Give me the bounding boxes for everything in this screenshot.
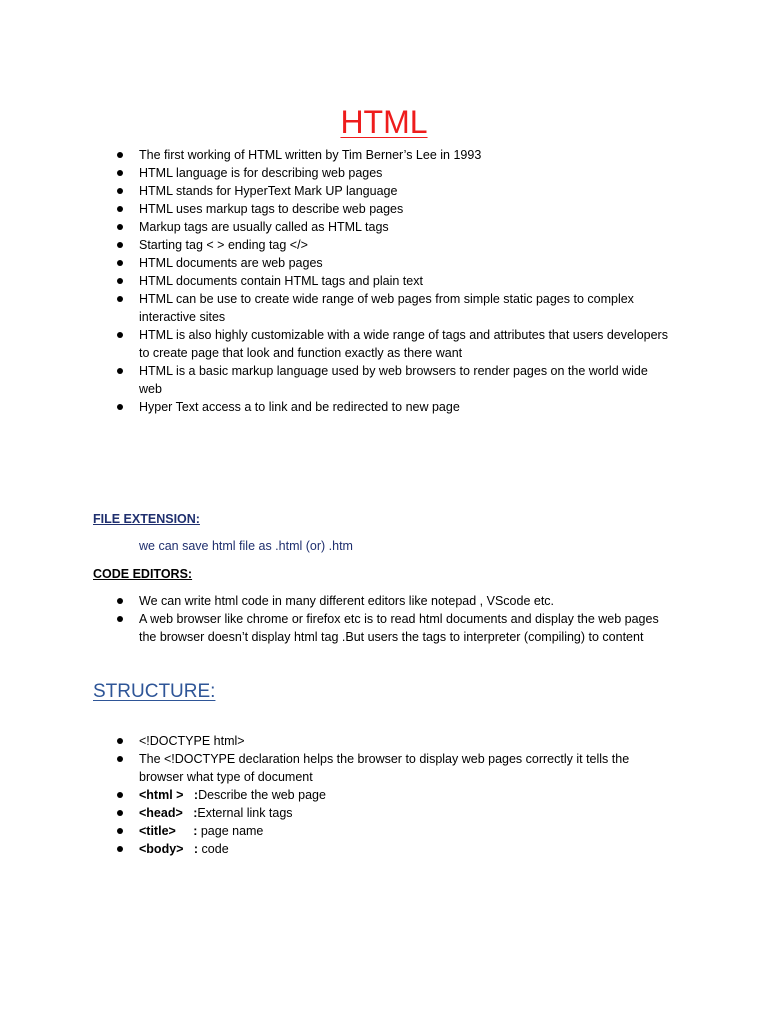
tag-separator: : [183,788,199,802]
bullet-icon [117,170,123,176]
tag-separator: : [182,806,198,820]
bullet-icon [117,598,123,604]
list-item-text: HTML is also highly customizable with a wide range of tags and attributes that users developers to create page that look and function exactly as there want [139,328,668,360]
list-item-text: The first working of HTML written by Tim Berner’s Lee in 1993 [139,148,482,162]
bullet-icon [117,242,123,248]
list-item [0,290,669,326]
bullet-icon [117,846,123,852]
intro-bullet-list [0,146,669,416]
list-item [0,840,669,858]
doctype-item-text: <!DOCTYPE html> [139,734,245,748]
list-item-text: A web browser like chrome or firefox etc is to read html documents and display the web pages the browser doesn’t display html tag .But users the tags to interpreter (compiling) to content [139,612,659,644]
list-item-text: HTML documents are web pages [139,256,323,270]
bullet-icon [117,616,123,622]
bullet-icon [117,404,123,410]
tag-separator: : [175,824,198,838]
tag-name: <head> [139,806,183,820]
code-editors-heading: CODE EDITORS: [93,567,193,581]
bullet-icon [117,152,123,158]
list-item-text: Starting tag < > ending tag </> [139,238,308,252]
bullet-icon [117,828,123,834]
tag-name: <body> [139,842,184,856]
list-item [0,398,669,416]
bullet-icon [117,332,123,338]
file-extension-text: we can save html file as .html (or) .htm [139,539,353,553]
list-item [0,146,669,164]
page-title: HTML [340,104,428,140]
tag-description: External link tags [197,806,293,820]
list-item [0,592,669,610]
bullet-icon [117,224,123,230]
bullet-icon [117,278,123,284]
bullet-icon [117,260,123,266]
structure-heading: STRUCTURE: [93,681,216,702]
tag-description: Describe the web page [198,788,326,802]
tag-description: code [198,842,229,856]
list-item [0,362,669,398]
list-item [0,236,669,254]
tag-description: page name [197,824,264,838]
list-item-text: HTML language is for describing web pages [139,166,383,180]
bullet-icon [117,296,123,302]
list-item [0,182,669,200]
bullet-icon [117,756,123,762]
bullet-icon [117,810,123,816]
list-item-text: HTML can be use to create wide range of web pages from simple static pages to complex interactive sites [139,292,634,324]
tag-name: <title> [139,824,176,838]
list-item-text: Hyper Text access a to link and be redirected to new page [139,400,460,414]
list-item [0,786,669,804]
bullet-icon [117,206,123,212]
bullet-icon [117,738,123,744]
code-editors-list [0,592,669,646]
list-item-text: Markup tags are usually called as HTML tags [139,220,389,234]
list-item-text: HTML documents contain HTML tags and plain text [139,274,423,288]
bullet-icon [117,368,123,374]
list-item [0,326,669,362]
structure-list [0,732,669,858]
list-item [0,732,669,750]
bullet-icon [117,792,123,798]
list-item [0,272,669,290]
list-item [0,804,669,822]
list-item [0,610,669,646]
list-item [0,822,669,840]
tag-name: <html > [139,788,184,802]
list-item [0,254,669,272]
list-item-text: We can write html code in many different editors like notepad , VScode etc. [139,594,555,608]
bullet-icon [117,188,123,194]
list-item-text: HTML is a basic markup language used by web browsers to render pages on the world wide web [139,364,648,396]
list-item [0,164,669,182]
list-item-text: HTML uses markup tags to describe web pages [139,202,404,216]
list-item-text: HTML stands for HyperText Mark UP language [139,184,398,198]
doctype-description: The <!DOCTYPE declaration helps the browser to display web pages correctly it tells the browser what type of document [139,752,630,784]
file-extension-heading: FILE EXTENSION: [93,512,200,526]
list-item [0,200,669,218]
tag-separator: : [183,842,199,856]
list-item [0,750,669,786]
list-item [0,218,669,236]
